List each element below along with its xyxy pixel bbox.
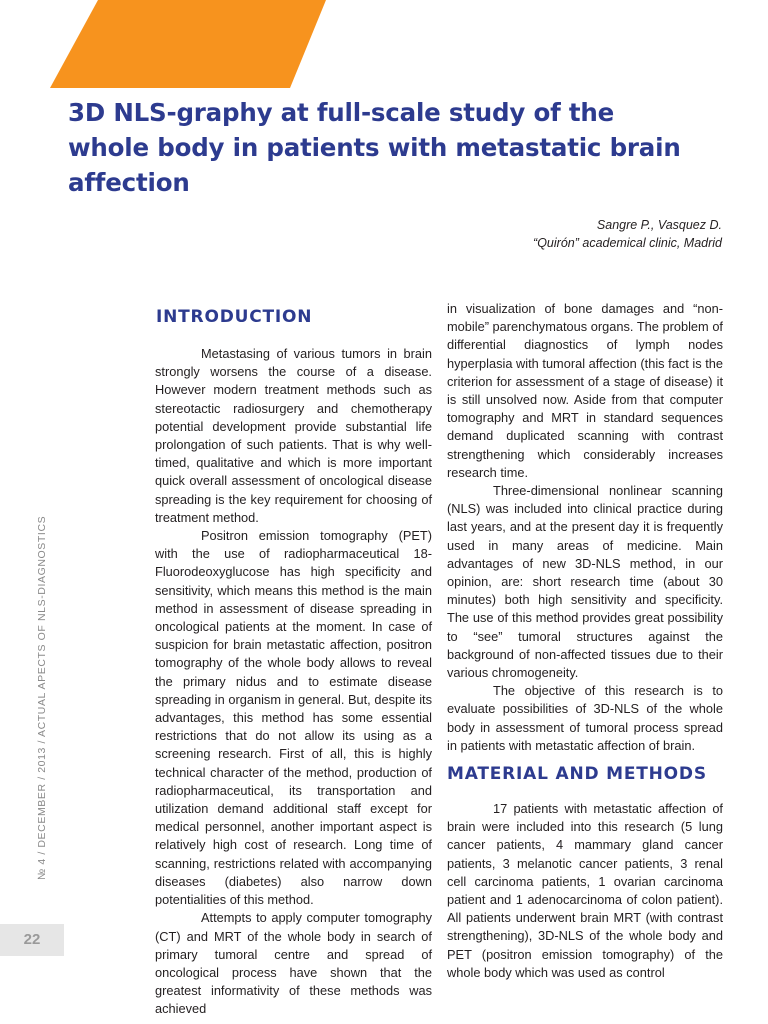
orange-banner xyxy=(0,0,340,88)
right-column xyxy=(447,300,723,755)
page-number: 22 xyxy=(0,924,64,956)
left-column xyxy=(155,345,432,1019)
material-methods-heading: MATERIAL AND METHODS xyxy=(447,764,707,784)
paragraph: The objective of this research is to evaluate possibilities of 3D-NLS of the whole body in assessment of tumoral process spread in patients with metastatic affection of brain. xyxy=(447,683,723,753)
paragraph: Metastasing of various tumors in brain strongly worsens the course of a disease. However modern treatment methods such as stereotactic radiosurgery and chemotherapy potential development provide substantial life prolongation of such patients. That is why well-timed, qualitative and which is more important quick overall assessment of oncological disease spreading is the key requirement for choosing of treatment method. xyxy=(155,346,432,525)
introduction-heading: INTRODUCTION xyxy=(156,307,313,327)
material-methods-column xyxy=(447,800,723,982)
article-authors: Sangre P., Vasquez D. xyxy=(596,218,722,232)
paragraph: in visualization of bone damages and “non-mobile” parenchymatous organs. The problem of differential diagnostics of lymph nodes hyperplasia with tumoral affection (this fact is the criterion for assessment of a stage of disease) it is still unsolved now. Aside from that computer tomography and MRT in standard sequences demand duplicated scanning with contrast strengthening which considerably increases research time. xyxy=(447,301,723,480)
journal-side-label: № 4 / DECEMBER / 2013 / ACTUAL APECTS OF NLS-DIAGNOSTICS xyxy=(36,515,48,880)
article-title: 3D NLS-graphy at full-scale study of the whole body in patients with metastatic brain affection xyxy=(68,98,681,197)
article-affiliation: “Quirón” academical clinic, Madrid xyxy=(533,236,722,250)
paragraph: Positron emission tomography (PET) with the use of radiopharmaceutical 18-Fluorodeoxyglucose has high specificity and sensitivity, which means this method is the main method in assessment of disease spreading in oncological patients at the moment. In case of suspicion for brain metastatic affection, positron tomography of the whole body allows to reveal the primary nidus and to estimate disease spreading in organism in general. But, despite its advantages, this method has some essential restrictions that do not allow its using as a screening research. First of all, this is highly technical character of the method, production of radiopharmaceutical, its transportation and utilization demand additional staff except for medical personnel, another important aspect is relatively high cost of research. Long time of scanning, restrictions related with accompanying diseases (diabetes) also narrow down potentialities of this method. xyxy=(155,528,432,908)
paragraph: Attempts to apply computer tomography (CT) and MRT of the whole body in search of primary tumoral centre and spread of oncological process have shown that the greatest informativity of these methods was achieved xyxy=(155,910,432,1017)
paragraph: 17 patients with metastatic affection of brain were included into this research (5 lung cancer patients, 4 mammary gland cancer patients, 3 melanotic cancer patients, 3 renal cell carcinoma patients, 1 ovarian carcinoma patient and 1 adenocarcinoma of colon patient). All patients underwent brain MRT (with contrast strengthening), 3D-NLS of the whole body and PET (positron emission tomography) of the whole body which was used as control xyxy=(447,801,723,980)
paragraph: Three-dimensional nonlinear scanning (NLS) was included into clinical practice during last years, and at the present day it is frequently used in many areas of medicine. Main advantages of new 3D-NLS method, in our opinion, are: short research time (about 30 minutes) both high sensitivity and specificity. The use of this method provides great possibility to “see” tumoral structures against the background of non-affected tissues due to their various chromogeneity. xyxy=(447,483,723,681)
